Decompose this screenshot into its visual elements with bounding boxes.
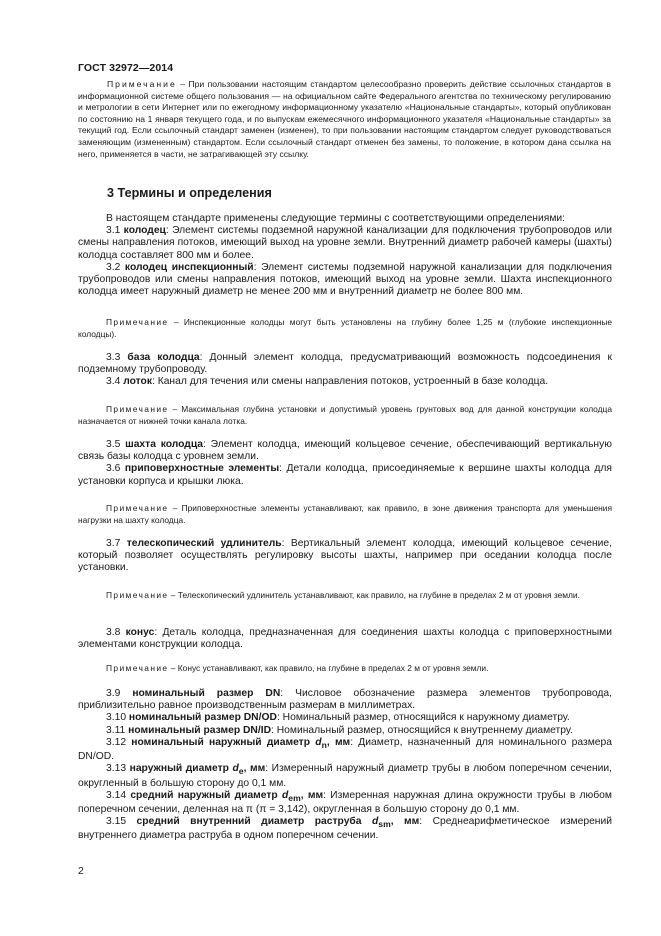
- terms-block-1: [78, 213, 612, 298]
- section-title: 3 Термины и определения: [107, 186, 272, 200]
- document-header: ГОСТ 32972—2014: [78, 62, 174, 74]
- note-3-6: Примечание – Приповерхностные элементы устанавливают, как правило, в зоне движения транспорта для уменьшения нагрузки на шахту колодца.: [78, 503, 612, 525]
- term-3-14: 3.14 средний наружный диаметр $d_{em}$, мм: Измеренная наружная длина окружности трубы в любом поперечном сечении, деленная на π (π = 3,142), округленная в большую сторону до 0,1 мм.: [78, 789, 612, 815]
- term-3-6: 3.6 приповерхностные элементы: Детали колодца, присоединяемые к вершине шахты колодца для установки корпуса и крышки люка.: [78, 463, 612, 487]
- terms-block-5: [78, 627, 612, 651]
- term-3-10: 3.10 номинальный размер DN/OD: Номинальный размер, относящийся к наружному диаметру.: [106, 712, 570, 724]
- term-3-13: 3.13 наружный диаметр $d_e$, мм: Измеренный наружный диаметр трубы в любом поперечном сечении, округленный в большую сторону до 0,1 мм.: [78, 763, 612, 789]
- term-3-5: 3.5 шахта колодца: Элемент колодца, имеющий кольцевое сечение, обеспечивающий вертикальную связь базы колодца с уровнем земли.: [78, 439, 612, 463]
- terms-block-4: [78, 538, 612, 575]
- term-3-4: 3.4 лоток: Канал для течения или смены направления потоков, устроенный в базе колодца.: [106, 376, 549, 388]
- note-3-2: Примечание – Инспекционные колодцы могут быть установлены на глубину более 1,25 м (глубокие инспекционные колодцы).: [78, 317, 612, 339]
- term-3-9: 3.9 номинальный размер DN: Числовое обозначение размера элементов трубопровода, приблизительно равное производственным размерам в миллиметрах.: [78, 688, 612, 712]
- term-3-1: 3.1 колодец: Элемент системы подземной наружной канализации для подключения трубопроводов или смены направления потоков, имеющий выход на уровне земли. Внутренний диаметр рабочей камеры (шахты) колодца составляет 800 мм и более.: [78, 225, 612, 261]
- page-number: 2: [78, 865, 84, 877]
- intro-paragraph: В настоящем стандарте применены следующие термины с соответствующими определениями:: [106, 213, 566, 224]
- note-3-7: Примечание – Телескопический удлинитель устанавливают, как правило, на глубине в пределах 2 м от уровня земли.: [106, 590, 580, 600]
- note-text: – При пользовании настоящим стандартом целесообразно проверить действие ссылочных стандартов в информационной системе общего пользования — на официальном сайте Федерального агентства по техническому регулированию и метрологии в сети Интернет или по ежегодному информационному указателю «Национальные стандарты», который опубликован по состоянию на 1 января текущего года, и по выпускам ежемесячного информационного указателя «Национальные стандарты» за текущий год. Если ссылочный стандарт заменен (изменен), то при пользовании настоящим стандартом следует руководствоваться заменяющим (измененным) стандартом. Если ссылочный стандарт отменен без замены, то положение, в котором дана ссылка на него, применяется в части, не затрагивающей эту ссылку.: [78, 79, 611, 159]
- term-3-12: 3.12 номинальный наружный диаметр $d_n$, мм: Диаметр, назначенный для номинального размера DN/OD.: [78, 736, 612, 763]
- term-3-7: 3.7 телескопический удлинитель: Вертикальный элемент колодца, имеющий кольцевое сечение, который позволяет осуществлять регулировку высоты шахты, например при оседании колодца после установки.: [78, 538, 612, 574]
- terms-block-2: [78, 352, 612, 389]
- top-note: [78, 79, 611, 160]
- term-3-11: 3.11 номинальный размер DN/ID: Номинальный размер, относящийся к внутреннему диаметру.: [106, 724, 573, 736]
- term-3-2: 3.2 колодец инспекционный: Элемент системы подземной наружной канализации для подключения трубопроводов или смены направления потоков, имеющий выход на уровне земли. Шахта инспекционного колодца имеет наружный диаметр не менее 200 мм и внутренний диаметр не более 800 мм.: [78, 261, 612, 298]
- term-3-15: 3.15 средний внутренний диаметр раструба $d_{sm}$, мм: Среднеарифметическое измерений внутреннего диаметра раструба в одном поперечном сечении.: [78, 816, 612, 842]
- term-3-3: 3.3 база колодца: Донный элемент колодца, предусматривающий возможность подсоединения к подземному трубопроводу.: [78, 352, 613, 376]
- terms-block-6: [78, 688, 612, 843]
- note-3-4: Примечание – Максимальная глубина установки и допустимый уровень грунтовых вод для данной конструкции колодца назначается от нижней точки канала лотка.: [78, 404, 612, 426]
- term-3-8: 3.8 конус: Деталь колодца, предназначенная для соединения шахты колодца с приповерхностными элементами конструкции колодца.: [78, 627, 612, 651]
- note-label: Примечание: [107, 79, 177, 89]
- terms-block-3: [78, 439, 612, 488]
- note-3-8: Примечание – Конус устанавливают, как правило, на глубине в пределах 2 м от уровня земли.: [106, 663, 489, 673]
